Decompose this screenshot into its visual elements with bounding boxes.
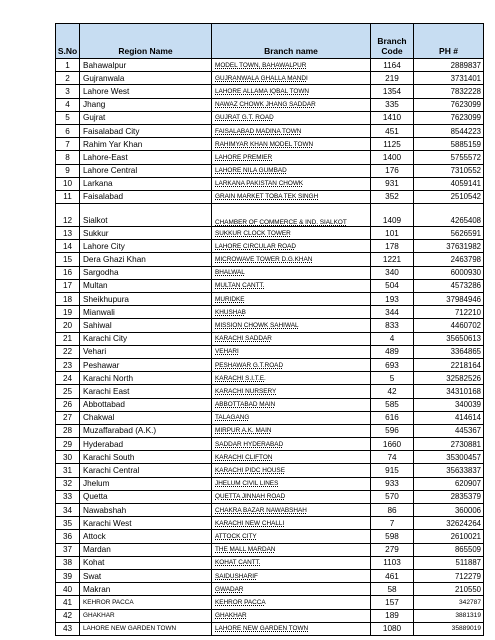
phone-cell: 2218164 [414,358,484,371]
branch-name-cell: GUJRANWALA GHALLA MANDI [212,72,371,85]
phone-cell: 32582526 [414,372,484,385]
sno-cell: 4 [56,98,80,111]
table-row [56,124,484,137]
phone-cell: 5885159 [414,138,484,151]
phone-cell: 8544223 [414,124,484,137]
branch-name-cell: LAHORE NEW GARDEN TOWN [212,622,371,635]
table-row [56,293,484,306]
branch-name-cell: THE MALL MARDAN [212,543,371,556]
branch-code-cell: 1660 [371,438,414,451]
branch-table [55,23,484,636]
region-cell: Makran [80,583,212,596]
phone-cell: 3881319 [414,609,484,622]
table-row [56,164,484,177]
table-row [56,438,484,451]
code-header [371,24,414,59]
phone-cell: 4573286 [414,279,484,292]
branch-name-cell: FAISALABAD MADINA TOWN [212,124,371,137]
table-row [56,177,484,190]
region-cell: Karachi City [80,332,212,345]
branch-code-cell: 74 [371,451,414,464]
sno-cell: 29 [56,438,80,451]
branch-name-cell: KEHROR PACCA [212,596,371,609]
table-row [56,138,484,151]
region-cell: Faisalabad [80,190,212,203]
sno-cell: 13 [56,227,80,240]
sno-cell: 41 [56,596,80,609]
sno-cell: 21 [56,332,80,345]
region-cell: Lahore West [80,85,212,98]
sno-cell: 30 [56,451,80,464]
table-row [56,517,484,530]
sno-cell: 1 [56,59,80,72]
region-cell: Peshawar [80,358,212,371]
branch-code-cell: 335 [371,98,414,111]
branch-name-cell: KARACHI S.I.T.E. [212,372,371,385]
branch-name-cell: JHELUM CIVIL LINES [212,477,371,490]
phone-cell: 210550 [414,583,484,596]
region-cell: Muzaffarabad (A.K.) [80,424,212,437]
phone-cell: 37984946 [414,293,484,306]
sno-cell: 40 [56,583,80,596]
phone-cell: 4265408 [414,204,484,227]
phone-cell: 712279 [414,569,484,582]
branch-code-cell: 1164 [371,59,414,72]
branch-code-cell: 1400 [371,151,414,164]
table-row [56,59,484,72]
phone-cell: 35889019 [414,622,484,635]
phone-cell: 445367 [414,424,484,437]
region-cell: Bahawalpur [80,59,212,72]
branch-name-cell: SUKKUR CLOCK TOWER [212,227,371,240]
branch-name-cell: KHUSHAB [212,306,371,319]
branch-name-cell: LAHORE CIRCULAR ROAD [212,240,371,253]
branch-name-cell: KARACHI CLIFTON [212,451,371,464]
phone-cell: 32624264 [414,517,484,530]
branch-code-cell: 178 [371,240,414,253]
phone-cell: 2730881 [414,438,484,451]
sno-cell: 42 [56,609,80,622]
phone-cell: 865509 [414,543,484,556]
sno-header: S.No [56,24,80,59]
branch-code-cell: 42 [371,385,414,398]
branch-name-cell: GHAKHAR [212,609,371,622]
table-row [56,240,484,253]
branch-code-cell: 189 [371,609,414,622]
branch-code-cell: 58 [371,583,414,596]
branch-name-cell: MULTAN CANTT. [212,279,371,292]
sno-cell: 14 [56,240,80,253]
region-cell: Mianwali [80,306,212,319]
table-row [56,266,484,279]
region-cell: Karachi South [80,451,212,464]
table-row [56,622,484,635]
region-cell: LAHORE NEW GARDEN TOWN [80,622,212,635]
region-cell: Abbottabad [80,398,212,411]
phone-cell: 3364865 [414,345,484,358]
region-cell: Karachi Central [80,464,212,477]
table-row [56,72,484,85]
region-cell: GHAKHAR [80,609,212,622]
branch-name-cell: KOHAT CANTT. [212,556,371,569]
branch-name-cell: CHAMBER OF COMMERCE & IND. SIALKOT [212,204,371,227]
phone-cell: 37631982 [414,240,484,253]
phone-cell: 5626591 [414,227,484,240]
sno-cell: 24 [56,372,80,385]
branch-name-cell: GWADAR [212,583,371,596]
table-body [56,59,484,636]
branch-name-cell: LAHORE NILA GUMBAD [212,164,371,177]
branch-name-cell: MIRPUR A.K. MAIN [212,424,371,437]
branch-code-cell: 1409 [371,204,414,227]
branch-code-cell: 596 [371,424,414,437]
table-row [56,398,484,411]
sno-cell: 18 [56,293,80,306]
branch-list-sheet [55,23,484,636]
branch-code-cell: 340 [371,266,414,279]
branch-code-cell: 157 [371,596,414,609]
branch-name-cell: ATTOCK CITY [212,530,371,543]
region-cell: Sheikhupura [80,293,212,306]
phone-cell: 360006 [414,504,484,517]
code-header-line2: Code [381,46,403,56]
branch-name-cell: NAWAZ CHOWK JHANG SADDAR [212,98,371,111]
region-cell: Gujranwala [80,72,212,85]
ph-header: PH # [414,24,484,59]
phone-cell: 5755572 [414,151,484,164]
region-cell: Faisalabad City [80,124,212,137]
sno-cell: 33 [56,490,80,503]
sno-cell: 31 [56,464,80,477]
branch-name-cell: MICROWAVE TOWER D.G.KHAN [212,253,371,266]
region-cell: Lahore City [80,240,212,253]
branch-name-cell: GRAIN MARKET TOBA TEK SINGH [212,190,371,203]
table-row [56,583,484,596]
table-row [56,332,484,345]
branch-code-cell: 693 [371,358,414,371]
sno-cell: 25 [56,385,80,398]
branch-name-cell: KARACHI NEW CHALLI [212,517,371,530]
phone-cell: 34310168 [414,385,484,398]
region-cell: Rahim Yar Khan [80,138,212,151]
table-row [56,345,484,358]
phone-cell: 7623099 [414,111,484,124]
phone-cell: 7623099 [414,98,484,111]
sno-cell: 27 [56,411,80,424]
branch-code-cell: 585 [371,398,414,411]
sno-cell: 26 [56,398,80,411]
region-cell: Gujrat [80,111,212,124]
branch-code-cell: 616 [371,411,414,424]
sno-cell: 19 [56,306,80,319]
region-cell: Sargodha [80,266,212,279]
branch-code-cell: 489 [371,345,414,358]
phone-cell: 620907 [414,477,484,490]
sno-cell: 5 [56,111,80,124]
branch-name-cell: SADDAR HYDERABAD [212,438,371,451]
phone-cell: 6000930 [414,266,484,279]
table-row [56,569,484,582]
table-row [56,204,484,227]
branch-name-cell: LAHORE PREMIER [212,151,371,164]
phone-cell: 35650613 [414,332,484,345]
branch-name-cell: ABBOTTABAD MAIN [212,398,371,411]
branch-name-cell: MODEL TOWN, BAHAWALPUR [212,59,371,72]
branch-code-cell: 101 [371,227,414,240]
sno-cell: 35 [56,517,80,530]
branch-code-cell: 193 [371,293,414,306]
sno-cell: 20 [56,319,80,332]
code-header-line1: Branch [377,36,407,46]
branch-code-cell: 4 [371,332,414,345]
branch-code-cell: 451 [371,124,414,137]
branch-code-cell: 933 [371,477,414,490]
table-row [56,609,484,622]
sno-cell: 23 [56,358,80,371]
header-row [56,24,484,59]
phone-cell: 35300457 [414,451,484,464]
branch-code-cell: 833 [371,319,414,332]
table-row [56,279,484,292]
branch-code-cell: 344 [371,306,414,319]
table-row [56,151,484,164]
phone-cell: 2510542 [414,190,484,203]
table-row [56,190,484,203]
sno-cell: 2 [56,72,80,85]
branch-code-cell: 219 [371,72,414,85]
table-row [56,306,484,319]
table-row [56,530,484,543]
region-cell: Swat [80,569,212,582]
branch-name-cell: CHAKRA BAZAR NAWABSHAH [212,504,371,517]
region-cell: Sialkot [80,204,212,227]
sno-cell: 11 [56,190,80,203]
region-cell: Kohat [80,556,212,569]
sno-cell: 36 [56,530,80,543]
region-cell: Sahiwal [80,319,212,332]
sno-cell: 6 [56,124,80,137]
region-cell: Chakwal [80,411,212,424]
region-cell: Larkana [80,177,212,190]
branch-code-cell: 1221 [371,253,414,266]
branch-name-cell: BHALWAL [212,266,371,279]
sno-cell: 15 [56,253,80,266]
branch-name-cell: MISSION CHOWK SAHIWAL [212,319,371,332]
phone-cell: 2463798 [414,253,484,266]
region-cell: Multan [80,279,212,292]
phone-cell: 340039 [414,398,484,411]
sno-cell: 32 [56,477,80,490]
phone-cell: 414614 [414,411,484,424]
region-cell: Lahore Central [80,164,212,177]
table-row [56,372,484,385]
phone-cell: 7310552 [414,164,484,177]
phone-cell: 342787 [414,596,484,609]
branch-code-cell: 570 [371,490,414,503]
table-row [56,111,484,124]
sno-cell: 37 [56,543,80,556]
sno-cell: 16 [56,266,80,279]
phone-cell: 7832228 [414,85,484,98]
phone-cell: 511887 [414,556,484,569]
table-row [56,490,484,503]
branch-header: Branch name [212,24,371,59]
branch-code-cell: 1410 [371,111,414,124]
region-cell: Jhang [80,98,212,111]
table-row [56,98,484,111]
branch-name-cell: PESHAWAR G.T.ROAD [212,358,371,371]
table-row [56,358,484,371]
phone-cell: 2610021 [414,530,484,543]
table-row [56,411,484,424]
table-row [56,464,484,477]
region-cell: Nawabshah [80,504,212,517]
sno-cell: 10 [56,177,80,190]
region-cell: Dera Ghazi Khan [80,253,212,266]
phone-cell: 712210 [414,306,484,319]
branch-name-cell: KARACHI NURSERY [212,385,371,398]
branch-code-cell: 86 [371,504,414,517]
sno-cell: 34 [56,504,80,517]
phone-cell: 3731401 [414,72,484,85]
branch-code-cell: 279 [371,543,414,556]
branch-code-cell: 7 [371,517,414,530]
table-row [56,319,484,332]
phone-cell: 4059141 [414,177,484,190]
table-row [56,504,484,517]
region-cell: Jhelum [80,477,212,490]
phone-cell: 2835379 [414,490,484,503]
branch-name-cell: RAHIMYAR KHAN MODEL TOWN [212,138,371,151]
branch-code-cell: 504 [371,279,414,292]
region-cell: Hyderabad [80,438,212,451]
region-cell: Attock [80,530,212,543]
branch-code-cell: 5 [371,372,414,385]
branch-name-cell: LAHORE ALLAMA IQBAL TOWN [212,85,371,98]
branch-code-cell: 1125 [371,138,414,151]
sno-cell: 8 [56,151,80,164]
branch-name-cell: LARKANA PAKISTAN CHOWK [212,177,371,190]
region-cell: Karachi West [80,517,212,530]
branch-name-cell: KARACHI SADDAR [212,332,371,345]
branch-code-cell: 1080 [371,622,414,635]
branch-name-cell: TALAGANG [212,411,371,424]
branch-code-cell: 352 [371,190,414,203]
table-row [56,596,484,609]
branch-code-cell: 931 [371,177,414,190]
sno-cell: 28 [56,424,80,437]
region-header: Region Name [80,24,212,59]
branch-name-cell: QUETTA JINNAH ROAD [212,490,371,503]
sno-cell: 39 [56,569,80,582]
sno-cell: 9 [56,164,80,177]
phone-cell: 4460702 [414,319,484,332]
table-row [56,556,484,569]
table-row [56,451,484,464]
sno-cell: 17 [56,279,80,292]
sno-cell: 7 [56,138,80,151]
region-cell: Karachi North [80,372,212,385]
sno-cell: 43 [56,622,80,635]
sno-cell: 3 [56,85,80,98]
table-row [56,385,484,398]
sno-cell: 22 [56,345,80,358]
region-cell: Sukkur [80,227,212,240]
table-row [56,253,484,266]
region-cell: Lahore-East [80,151,212,164]
table-row [56,85,484,98]
table-row [56,543,484,556]
branch-code-cell: 461 [371,569,414,582]
table-row [56,227,484,240]
region-cell: Mardan [80,543,212,556]
branch-name-cell: KARACHI PIDC HOUSE [212,464,371,477]
region-cell: KEHROR PACCA [80,596,212,609]
phone-cell: 35633837 [414,464,484,477]
table-row [56,424,484,437]
branch-name-cell: GUJRAT G.T. ROAD [212,111,371,124]
table-row [56,477,484,490]
sno-cell: 12 [56,204,80,227]
region-cell: Karachi East [80,385,212,398]
branch-code-cell: 1103 [371,556,414,569]
branch-code-cell: 176 [371,164,414,177]
sno-cell: 38 [56,556,80,569]
branch-code-cell: 915 [371,464,414,477]
region-cell: Quetta [80,490,212,503]
branch-name-cell: VEHARI [212,345,371,358]
region-cell: Vehari [80,345,212,358]
branch-code-cell: 1354 [371,85,414,98]
phone-cell: 2889837 [414,59,484,72]
branch-name-cell: SAIDUSHARIF [212,569,371,582]
branch-code-cell: 598 [371,530,414,543]
branch-name-cell: MURIDKE [212,293,371,306]
